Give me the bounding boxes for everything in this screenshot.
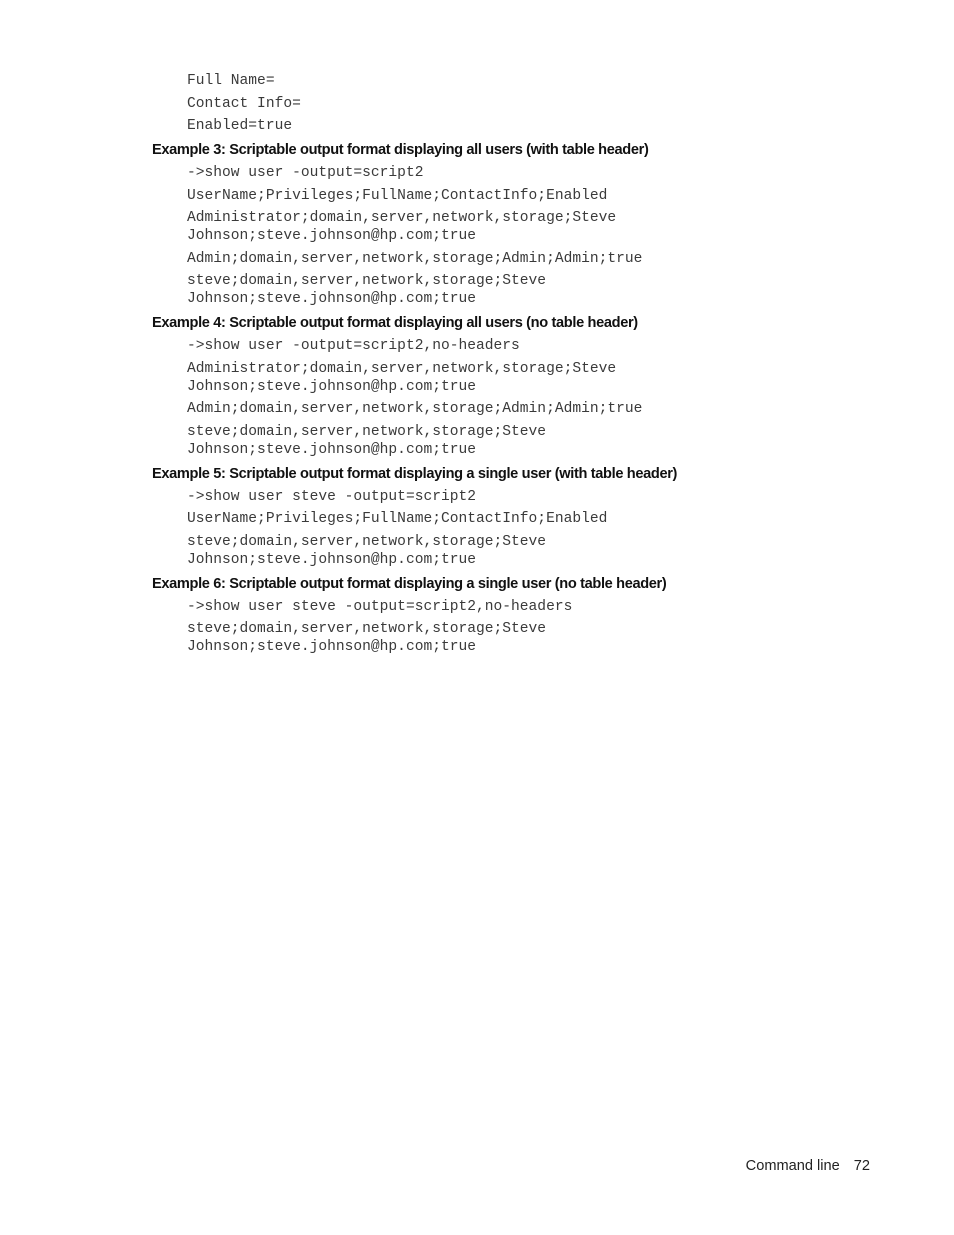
intro-code-block xyxy=(187,72,887,135)
code-line: ->show user steve -output=script2,no-headers xyxy=(187,598,573,615)
code-line: ->show user -output=script2 xyxy=(187,165,424,181)
code-line: Admin;domain,server,network,storage;Admin;Admin;true xyxy=(187,250,643,267)
code-line: ->show user steve -output=script2 xyxy=(187,488,477,505)
code-line: Enabled=true xyxy=(187,118,293,134)
example-4-code-block xyxy=(187,337,887,459)
example-6-code-block xyxy=(187,598,887,657)
code-line: Administrator;domain,server,network,storage;Steve Johnson;steve.johnson@hp.com;true xyxy=(187,210,625,244)
code-line: UserName;Privileges;FullName;ContactInfo;Enabled xyxy=(187,187,608,204)
code-line: Full Name= xyxy=(187,73,275,89)
code-line: Admin;domain,server,network,storage;Admin;Admin;true xyxy=(187,401,643,417)
code-line: steve;domain,server,network,storage;Steve Johnson;steve.johnson@hp.com;true xyxy=(187,533,555,568)
footer-section-title: Command line xyxy=(745,1158,840,1174)
code-line: Contact Info= xyxy=(187,95,301,112)
code-line: Administrator;domain,server,network,storage;Steve Johnson;steve.johnson@hp.com;true xyxy=(187,360,625,395)
example-6-heading: Example 6: Scriptable output format displaying a single user (no table header) xyxy=(152,575,667,592)
code-line: steve;domain,server,network,storage;Steve Johnson;steve.johnson@hp.com;true xyxy=(187,273,555,307)
example-4-heading: Example 4: Scriptable output format displaying all users (no table header) xyxy=(152,315,638,331)
code-line: ->show user -output=script2,no-headers xyxy=(187,338,520,354)
example-5-code-block xyxy=(187,488,887,569)
example-3-heading: Example 3: Scriptable output format displaying all users (with table header) xyxy=(152,142,649,158)
example-5-heading: Example 5: Scriptable output format displaying a single user (with table header) xyxy=(152,465,678,482)
code-line: steve;domain,server,network,storage;Steve Johnson;steve.johnson@hp.com;true xyxy=(187,621,555,655)
example-3-code-block xyxy=(187,164,887,308)
page-number: 72 xyxy=(853,1158,870,1174)
page-footer xyxy=(746,1158,870,1174)
page-content xyxy=(0,72,954,661)
code-line: UserName;Privileges;FullName;ContactInfo;Enabled xyxy=(187,511,608,527)
code-line: steve;domain,server,network,storage;Steve Johnson;steve.johnson@hp.com;true xyxy=(187,423,555,458)
